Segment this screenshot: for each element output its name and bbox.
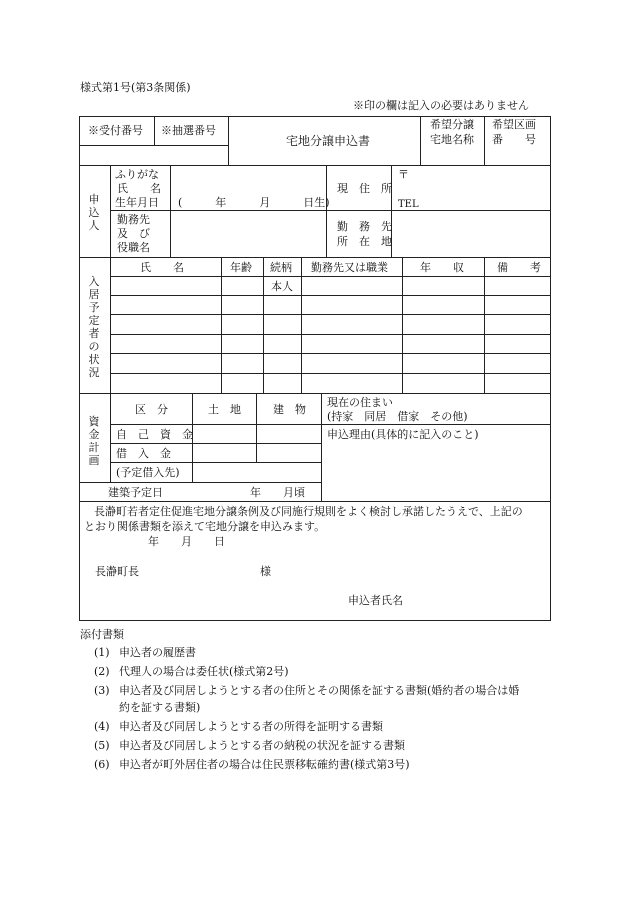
honorific: 様 <box>260 565 271 578</box>
attachment-no: (6) <box>94 758 110 771</box>
declaration-text-1: 長瀞町若者定住促進宅地分譲条例及び同施行規則をよく検討し承諾したうえで、上記の <box>94 505 523 518</box>
residents-section-label: 入居予定者の状況 <box>88 275 100 379</box>
form-number: 様式第1号(第3条関係) <box>80 81 191 94</box>
category-label: 区 分 <box>135 403 168 416</box>
birthdate-label: 生年月日 <box>115 196 159 209</box>
attachment-no: (1) <box>94 646 110 659</box>
col-header-name: 氏 名 <box>140 261 184 274</box>
desired-lot-name-label: 希望分譲 <box>430 118 474 131</box>
desired-lot-number-label: 希望区画 <box>492 118 536 131</box>
borrowed-label: 借 入 金 <box>116 447 171 460</box>
employer-label-2: 及 び <box>117 227 150 240</box>
birthdate-field[interactable]: ( 年 月 日生) <box>178 196 330 209</box>
attachment-text: 申込者の履歴書 <box>119 646 196 659</box>
desired-lot-number-label-2: 番 号 <box>492 133 536 146</box>
current-address-label: 現 住 所 <box>337 182 392 195</box>
employer-label-1: 勤務先 <box>117 213 150 226</box>
attachment-text: 申込者が町外居住者の場合は住民票移転確約書(様式第3号) <box>119 758 410 771</box>
attachment-text: 申込者及び同居しようとする者の所得を証明する書類 <box>119 720 383 733</box>
build-date-field[interactable]: 年 月頃 <box>250 486 305 499</box>
addressee: 長瀞町長 <box>95 565 139 578</box>
attachment-text: 申込者及び同居しようとする者の納税の状況を証する書類 <box>119 739 405 752</box>
furigana-label: ふりがな <box>115 168 159 181</box>
signature-label: 申込者氏名 <box>348 594 403 607</box>
optional-fields-note: ※印の欄は記入の必要はありません <box>353 99 529 112</box>
declaration-text-2: とおり関係書類を添えて宅地分譲を申込みます。 <box>84 520 326 533</box>
employer-address-label-2: 所 在 地 <box>337 235 392 248</box>
attachment-text: 代理人の場合は委任状(様式第2号) <box>119 665 289 678</box>
building-label: 建 物 <box>273 403 306 416</box>
application-reason-label: 申込理由(具体的に記入のこと) <box>327 428 479 441</box>
current-home-label: 現在の住まい <box>327 396 393 409</box>
col-header-remarks: 備 考 <box>497 261 541 274</box>
employer-address-label-1: 勤 務 先 <box>337 220 392 233</box>
col-header-age: 年齢 <box>230 261 252 274</box>
tel-label: TEL <box>398 199 419 210</box>
postal-mark: 〒 <box>398 168 409 181</box>
attachment-no: (2) <box>94 665 110 678</box>
land-label: 土 地 <box>208 403 241 416</box>
attachment-text: 申込者及び同居しようとする者の住所とその関係を証する書類(婚約者の場合は婚 <box>119 684 520 697</box>
lottery-number-field[interactable]: ※抽選番号 <box>161 124 216 137</box>
col-header-relation: 続柄 <box>270 261 292 274</box>
own-funds-label: 自 己 資 金 <box>116 428 193 441</box>
attachment-text: 約を証する書類) <box>119 701 201 714</box>
applicant-section-label: 申込人 <box>88 193 100 232</box>
current-home-options[interactable]: (持家 同居 借家 その他) <box>327 410 468 423</box>
employer-label-3: 役職名 <box>117 241 150 254</box>
col-header-occupation: 勤務先又は職業 <box>311 261 388 274</box>
build-date-label: 建築予定日 <box>108 486 163 499</box>
relation-self: 本人 <box>271 280 293 293</box>
attachment-no: (5) <box>94 739 110 752</box>
form-title: 宅地分譲申込書 <box>286 134 371 148</box>
attachment-no: (4) <box>94 720 110 733</box>
receipt-number-field[interactable]: ※受付番号 <box>88 124 143 137</box>
desired-lot-name-label-2: 宅地名称 <box>430 133 474 146</box>
declaration-date[interactable]: 年 月 日 <box>148 535 225 548</box>
attachment-no: (3) <box>94 684 110 697</box>
funds-section-label: 資金計画 <box>88 415 100 467</box>
lender-label: (予定借入先) <box>116 466 180 479</box>
name-label: 氏 名 <box>117 182 161 195</box>
attachments-title: 添付書類 <box>80 628 124 641</box>
col-header-income: 年 収 <box>420 261 464 274</box>
